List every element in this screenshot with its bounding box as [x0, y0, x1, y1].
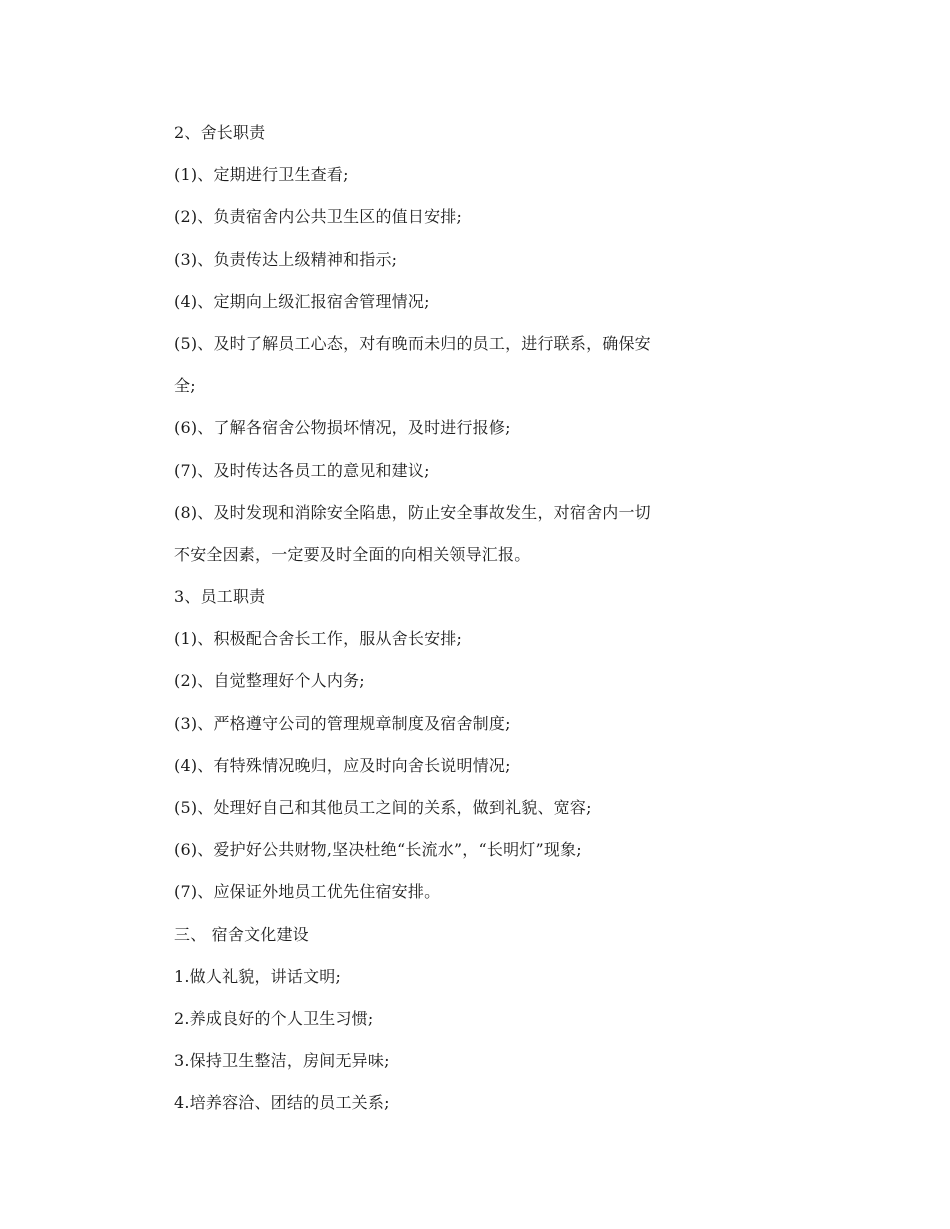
list-item: (2)、负责宿舍内公共卫生区的值日安排; [174, 207, 463, 227]
list-item: (8)、及时发现和消除安全陷患，防止安全事故发生，对宿舍内一切 [174, 502, 651, 522]
list-item: (5)、及时了解员工心态，对有晚而未归的员工，进行联系，确保安 [174, 333, 651, 353]
list-item: (4)、有特殊情况晚归，应及时向舍长说明情况; [174, 755, 511, 775]
list-item: (1)、积极配合舍长工作，服从舍长安排; [174, 629, 463, 649]
list-item: 4.培养容洽、团结的员工关系; [174, 1093, 390, 1113]
list-item-continuation: 全; [174, 376, 196, 396]
section-heading-dorm-culture: 三、 宿舍文化建设 [174, 924, 309, 944]
list-item: (5)、处理好自己和其他员工之间的关系，做到礼貌、宽容; [174, 798, 592, 817]
section-heading-dorm-leader-duties: 2、舍长职责 [174, 123, 266, 142]
list-item: (6)、了解各宿舍公物损坏情况，及时进行报修; [174, 418, 511, 438]
list-item: (7)、应保证外地员工优先住宿安排。 [174, 882, 441, 902]
list-item-continuation: 不安全因素，一定要及时全面的向相关领导汇报。 [174, 544, 531, 564]
list-item: (3)、负责传达上级精神和指示; [174, 249, 398, 269]
list-item: (4)、定期向上级汇报宿舍管理情况; [174, 291, 430, 311]
section-heading-employee-duties: 3、员工职责 [174, 587, 266, 607]
list-item: (6)、爱护好公共财物,坚决杜绝“长流水”，“长明灯”现象; [174, 840, 582, 860]
list-item: 2.养成良好的个人卫生习惯; [174, 1008, 374, 1028]
list-item: (3)、严格遵守公司的管理规章制度及宿舍制度; [174, 713, 511, 733]
list-item: (1)、定期进行卫生查看; [174, 165, 349, 185]
document-body [174, 112, 684, 1125]
list-item: 1.做人礼貌，讲话文明; [174, 966, 342, 986]
list-item: 3.保持卫生整洁，房间无异味; [174, 1051, 390, 1071]
list-item: (7)、及时传达各员工的意见和建议; [174, 460, 430, 480]
list-item: (2)、自觉整理好个人内务; [174, 671, 365, 691]
